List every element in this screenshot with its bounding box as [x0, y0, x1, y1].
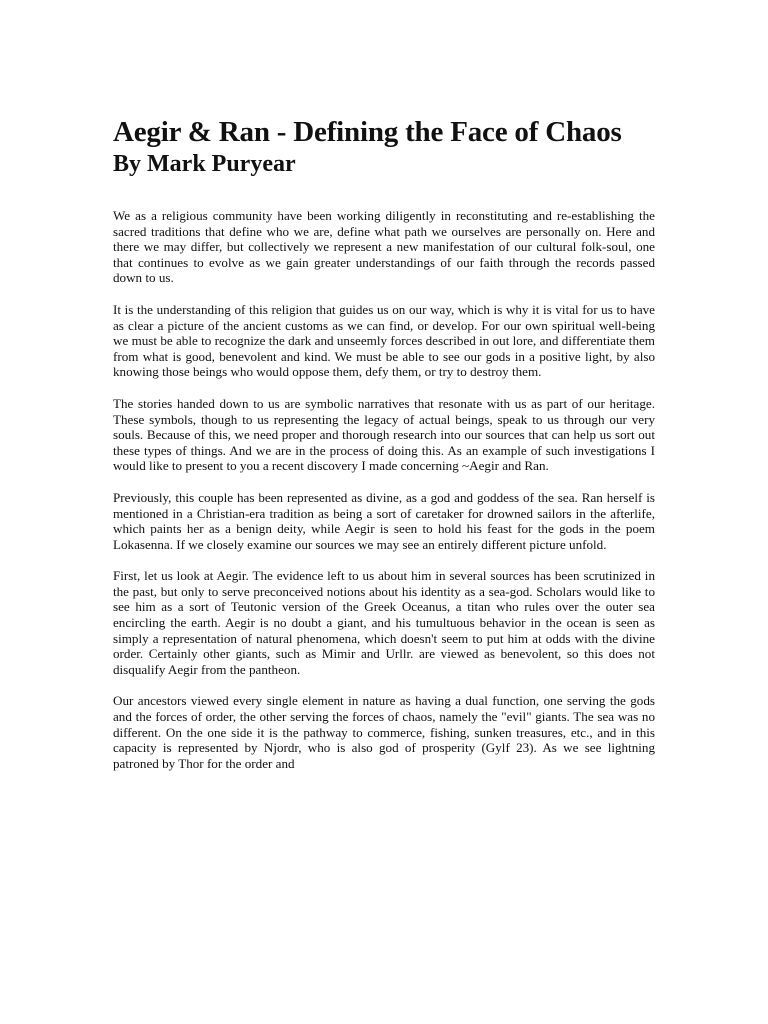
paragraph-6: Our ancestors viewed every single element in nature as having a dual function, one serving the gods and the forces of order, the other serving the forces of chaos, namely the "evil" giants. The sea was no different. On the one side it is the pathway to commerce, fishing, sunken treasures, etc., and in this capacity is represented by Njordr, who is also god of prosperity (Gylf 23). As we see lightning patroned by Thor for the order and [113, 693, 655, 771]
article-title: Aegir & Ran - Defining the Face of Chaos [113, 116, 622, 148]
article-body [113, 208, 655, 771]
paragraph-1: We as a religious community have been working diligently in reconstituting and re-establishing the sacred traditions that define who we are, define what path we ourselves are personally on. Here and there we may differ, but collectively we represent a new manifestation of our cultural folk-soul, one that continues to evolve as we gain greater understandings of our faith through the records passed down to us. [113, 208, 655, 286]
paragraph-3: The stories handed down to us are symbolic narratives that resonate with us as part of our heritage. These symbols, though to us representing the legacy of actual beings, speak to us through our very souls. Because of this, we need proper and thorough research into our sources that can help us sort out these types of things. And we are in the process of doing this. As an example of such investigations I would like to present to you a recent discovery I made concerning ~Aegir and Ran. [113, 395, 655, 474]
document-page [113, 116, 655, 787]
paragraph-5: First, let us look at Aegir. The evidence left to us about him in several sources has been scrutinized in the past, but only to serve preconceived notions about his identity as a sea-god. Scholars would like to see him as a sort of Teutonic version of the Greek Oceanus, a titan who rules over the outer sea encircling the earth. Aegir is no doubt a giant, and his tumultuous behavior in the ocean is seen as simply a representation of natural phenomena, which doesn't seem to put him at odds with the divine order. Certainly other giants, such as Mimir and Urllr. are viewed as benevolent, so this does not disqualify Aegir from the pantheon. [113, 568, 655, 677]
paragraph-2: It is the understanding of this religion that guides us on our way, which is why it is vital for us to have as clear a picture of the ancient customs as we can find, or develop. For our own spiritual well-being we must be able to recognize the dark and unseemly forces described in out lore, and differentiate them from what is good, benevolent and kind. We must be able to see our gods in a positive light, by also knowing those beings who would oppose them, defy them, or try to destroy them. [113, 301, 655, 380]
article-byline: By Mark Puryear [113, 151, 296, 177]
paragraph-4: Previously, this couple has been represented as divine, as a god and goddess of the sea. Ran herself is mentioned in a Christian-era tradition as being a sort of caretaker for drowned sailors in the afterlife, which paints her as a benign deity, while Aegir is seen to hold his feast for the gods in the poem Lokasenna. If we closely examine our sources we may see an entirely different picture unfold. [113, 489, 655, 552]
